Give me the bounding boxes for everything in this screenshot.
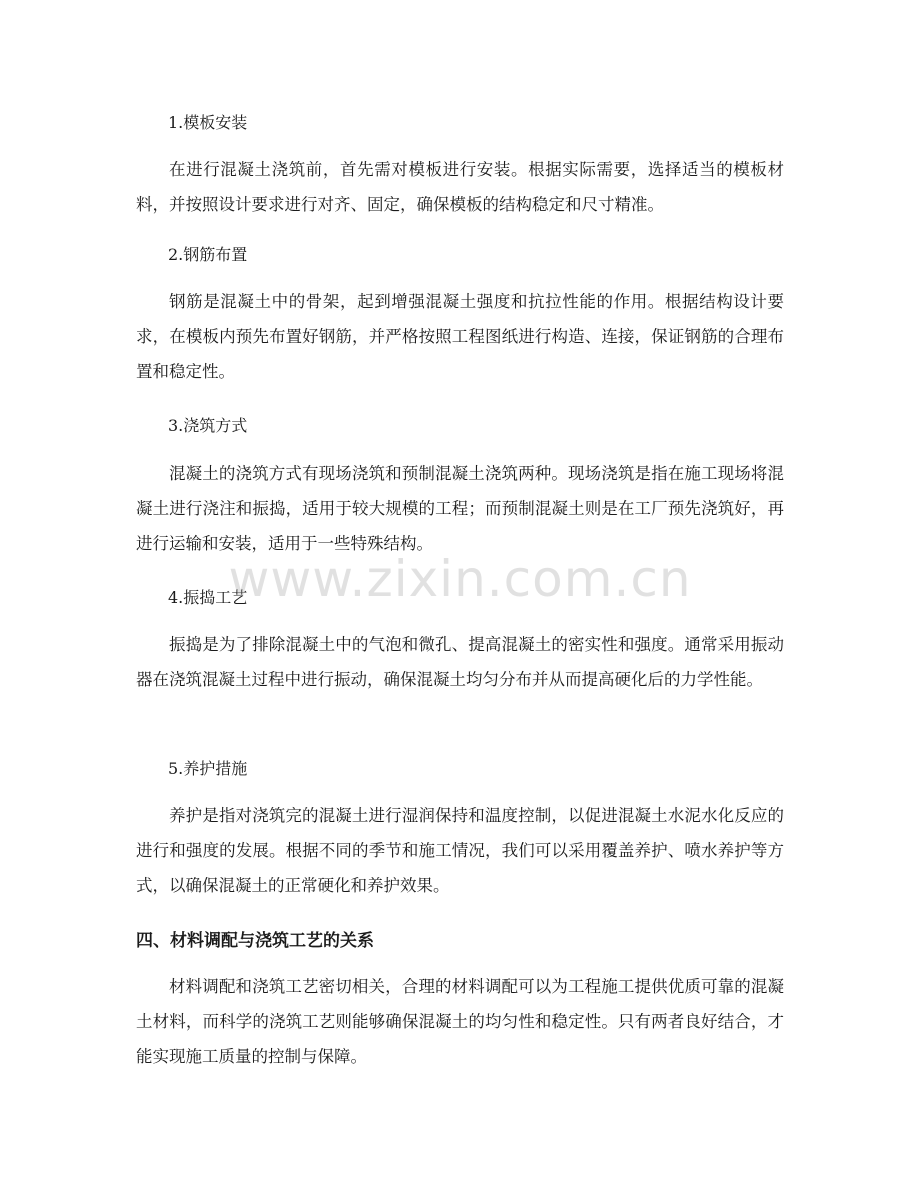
section-paragraph-4: 材料调配和浇筑工艺密切相关，合理的材料调配可以为工程施工提供优质可靠的混凝土材料，而科学的浇筑工艺则能够确保混凝土的均匀性和稳定性。只有两者良好结合，才能实现施工质量的控制与保障。	[136, 977, 784, 1066]
section-heading-4: 四、材料调配与浇筑工艺的关系	[136, 931, 374, 951]
subsection-paragraph-4: 振捣是为了排除混凝土中的气泡和微孔、提高混凝土的密实性和强度。通常采用振动器在浇筑混凝土过程中进行振动，确保混凝土均匀分布并从而提高硬化后的力学性能。	[136, 635, 784, 689]
subsection-heading-1: 1.模板安装	[168, 113, 248, 132]
subsection-paragraph-2: 钢筋是混凝土中的骨架，起到增强混凝土强度和抗拉性能的作用。根据结构设计要求，在模板内预先布置好钢筋，并严格按照工程图纸进行构造、连接，保证钢筋的合理布置和稳定性。	[136, 292, 784, 381]
subsection-paragraph-1: 在进行混凝土浇筑前，首先需对模板进行安装。根据实际需要，选择适当的模板材料，并按照设计要求进行对齐、固定，确保模板的结构稳定和尺寸精准。	[136, 160, 784, 214]
watermark: www.zixin.com.cn	[228, 550, 692, 608]
subsection-heading-5: 5.养护措施	[168, 759, 248, 778]
subsection-heading-3: 3.浇筑方式	[168, 416, 248, 435]
subsection-paragraph-5: 养护是指对浇筑完的混凝土进行湿润保持和温度控制，以促进混凝土水泥水化反应的进行和强度的发展。根据不同的季节和施工情况，我们可以采用覆盖养护、喷水养护等方式，以确保混凝土的正常硬化和养护效果。	[136, 806, 784, 895]
subsection-heading-4: 4.振捣工艺	[168, 588, 248, 607]
subsection-heading-2: 2.钢筋布置	[168, 245, 248, 264]
subsection-paragraph-3: 混凝土的浇筑方式有现场浇筑和预制混凝土浇筑两种。现场浇筑是指在施工现场将混凝土进行浇注和振捣，适用于较大规模的工程；而预制混凝土则是在工厂预先浇筑好，再进行运输和安装，适用于一些特殊结构。	[136, 464, 784, 553]
